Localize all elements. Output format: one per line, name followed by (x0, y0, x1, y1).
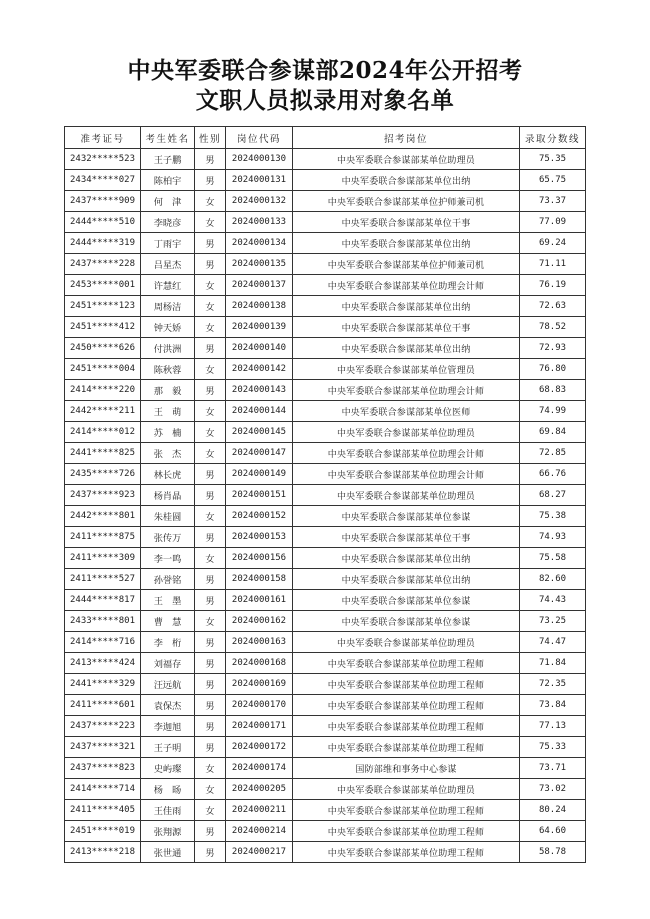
exam-number-cell: 2411*****309 (65, 548, 141, 569)
position-cell: 中央军委联合参谋部某单位助理员 (293, 632, 520, 653)
candidate-name-cell: 曹 慧 (141, 611, 195, 632)
gender-cell: 男 (195, 170, 226, 191)
gender-cell: 女 (195, 506, 226, 527)
position-code-cell: 2024000143 (226, 380, 293, 401)
candidate-name-cell: 何 津 (141, 191, 195, 212)
position-code-cell: 2024000169 (226, 674, 293, 695)
score-cell: 73.84 (520, 695, 586, 716)
position-cell: 国防部维和事务中心参谋 (293, 758, 520, 779)
position-code-cell: 2024000168 (226, 653, 293, 674)
exam-number-cell: 2437*****223 (65, 716, 141, 737)
candidate-name-cell: 王佳雨 (141, 800, 195, 821)
score-cell: 75.35 (520, 149, 586, 170)
gender-cell: 男 (195, 464, 226, 485)
position-cell: 中央军委联合参谋部某单位助理工程师 (293, 737, 520, 758)
score-cell: 76.19 (520, 275, 586, 296)
header-score-line: 录取分数线 (520, 127, 586, 149)
candidate-name-cell: 那 毅 (141, 380, 195, 401)
score-cell: 69.84 (520, 422, 586, 443)
gender-cell: 女 (195, 422, 226, 443)
gender-cell: 女 (195, 212, 226, 233)
candidate-name-cell: 付洪洲 (141, 338, 195, 359)
table-row (65, 317, 586, 338)
gender-cell: 男 (195, 254, 226, 275)
table-row (65, 758, 586, 779)
exam-number-cell: 2442*****801 (65, 506, 141, 527)
position-cell: 中央军委联合参谋部某单位出纳 (293, 548, 520, 569)
exam-number-cell: 2414*****220 (65, 380, 141, 401)
candidate-name-cell: 陈秋蓉 (141, 359, 195, 380)
score-cell: 82.60 (520, 569, 586, 590)
position-code-cell: 2024000172 (226, 737, 293, 758)
table-row (65, 548, 586, 569)
candidate-name-cell: 钟天娇 (141, 317, 195, 338)
exam-number-cell: 2414*****716 (65, 632, 141, 653)
candidate-name-cell: 吕星杰 (141, 254, 195, 275)
exam-number-cell: 2444*****319 (65, 233, 141, 254)
table-row (65, 422, 586, 443)
position-code-cell: 2024000170 (226, 695, 293, 716)
gender-cell: 女 (195, 611, 226, 632)
table-row (65, 695, 586, 716)
header-exam-number: 准考证号 (65, 127, 141, 149)
table-row (65, 737, 586, 758)
position-code-cell: 2024000217 (226, 842, 293, 863)
position-cell: 中央军委联合参谋部某单位出纳 (293, 338, 520, 359)
position-cell: 中央军委联合参谋部某单位助理工程师 (293, 800, 520, 821)
position-code-cell: 2024000147 (226, 443, 293, 464)
gender-cell: 男 (195, 632, 226, 653)
position-cell: 中央军委联合参谋部某单位助理员 (293, 149, 520, 170)
score-cell: 78.52 (520, 317, 586, 338)
table-body (65, 149, 586, 863)
candidate-name-cell: 杨 旸 (141, 779, 195, 800)
candidate-name-cell: 王 墨 (141, 590, 195, 611)
gender-cell: 男 (195, 338, 226, 359)
table-row (65, 569, 586, 590)
position-code-cell: 2024000132 (226, 191, 293, 212)
gender-cell: 男 (195, 695, 226, 716)
gender-cell: 女 (195, 443, 226, 464)
position-cell: 中央军委联合参谋部某单位出纳 (293, 569, 520, 590)
position-cell: 中央军委联合参谋部某单位干事 (293, 212, 520, 233)
candidate-name-cell: 张世通 (141, 842, 195, 863)
candidate-name-cell: 李一鸣 (141, 548, 195, 569)
position-cell: 中央军委联合参谋部某单位医师 (293, 401, 520, 422)
score-cell: 72.35 (520, 674, 586, 695)
position-code-cell: 2024000163 (226, 632, 293, 653)
position-cell: 中央军委联合参谋部某单位助理员 (293, 779, 520, 800)
table-row (65, 632, 586, 653)
exam-number-cell: 2437*****823 (65, 758, 141, 779)
position-code-cell: 2024000131 (226, 170, 293, 191)
position-code-cell: 2024000152 (226, 506, 293, 527)
exam-number-cell: 2451*****412 (65, 317, 141, 338)
candidate-name-cell: 李晓彦 (141, 212, 195, 233)
position-cell: 中央军委联合参谋部某单位干事 (293, 317, 520, 338)
gender-cell: 男 (195, 674, 226, 695)
gender-cell: 男 (195, 821, 226, 842)
gender-cell: 女 (195, 191, 226, 212)
exam-number-cell: 2435*****726 (65, 464, 141, 485)
gender-cell: 男 (195, 149, 226, 170)
position-code-cell: 2024000174 (226, 758, 293, 779)
table-row (65, 233, 586, 254)
position-code-cell: 2024000211 (226, 800, 293, 821)
exam-number-cell: 2413*****424 (65, 653, 141, 674)
exam-number-cell: 2437*****923 (65, 485, 141, 506)
table-row (65, 212, 586, 233)
exam-number-cell: 2433*****801 (65, 611, 141, 632)
gender-cell: 女 (195, 317, 226, 338)
position-cell: 中央军委联合参谋部某单位助理工程师 (293, 674, 520, 695)
score-cell: 75.58 (520, 548, 586, 569)
table-header-row (65, 127, 586, 149)
position-code-cell: 2024000156 (226, 548, 293, 569)
score-cell: 80.24 (520, 800, 586, 821)
exam-number-cell: 2451*****004 (65, 359, 141, 380)
candidate-name-cell: 张 杰 (141, 443, 195, 464)
score-cell: 66.76 (520, 464, 586, 485)
position-code-cell: 2024000145 (226, 422, 293, 443)
table-row (65, 170, 586, 191)
gender-cell: 男 (195, 737, 226, 758)
gender-cell: 男 (195, 716, 226, 737)
header-position: 招考岗位 (293, 127, 520, 149)
gender-cell: 男 (195, 233, 226, 254)
exam-number-cell: 2437*****228 (65, 254, 141, 275)
position-code-cell: 2024000142 (226, 359, 293, 380)
table-row (65, 779, 586, 800)
gender-cell: 女 (195, 275, 226, 296)
exam-number-cell: 2441*****825 (65, 443, 141, 464)
position-code-cell: 2024000214 (226, 821, 293, 842)
position-cell: 中央军委联合参谋部某单位助理工程师 (293, 821, 520, 842)
header-candidate-name: 考生姓名 (141, 127, 195, 149)
position-cell: 中央军委联合参谋部某单位护师兼司机 (293, 254, 520, 275)
table-row (65, 527, 586, 548)
score-cell: 74.47 (520, 632, 586, 653)
candidate-name-cell: 丁雨宇 (141, 233, 195, 254)
gender-cell: 女 (195, 800, 226, 821)
admission-list-table (64, 126, 586, 863)
exam-number-cell: 2444*****510 (65, 212, 141, 233)
table-row (65, 191, 586, 212)
score-cell: 75.38 (520, 506, 586, 527)
exam-number-cell: 2411*****405 (65, 800, 141, 821)
position-cell: 中央军委联合参谋部某单位参谋 (293, 506, 520, 527)
candidate-name-cell: 林长虎 (141, 464, 195, 485)
position-code-cell: 2024000153 (226, 527, 293, 548)
table-row (65, 338, 586, 359)
exam-number-cell: 2437*****321 (65, 737, 141, 758)
position-cell: 中央军委联合参谋部某单位助理工程师 (293, 653, 520, 674)
exam-number-cell: 2432*****523 (65, 149, 141, 170)
gender-cell: 男 (195, 380, 226, 401)
gender-cell: 女 (195, 548, 226, 569)
position-cell: 中央军委联合参谋部某单位助理会计师 (293, 443, 520, 464)
table-row (65, 296, 586, 317)
position-code-cell: 2024000135 (226, 254, 293, 275)
score-cell: 72.85 (520, 443, 586, 464)
position-cell: 中央军委联合参谋部某单位管理员 (293, 359, 520, 380)
gender-cell: 女 (195, 779, 226, 800)
table-row (65, 401, 586, 422)
position-cell: 中央军委联合参谋部某单位助理工程师 (293, 716, 520, 737)
exam-number-cell: 2444*****817 (65, 590, 141, 611)
position-code-cell: 2024000140 (226, 338, 293, 359)
position-code-cell: 2024000137 (226, 275, 293, 296)
table-row (65, 359, 586, 380)
score-cell: 73.02 (520, 779, 586, 800)
position-code-cell: 2024000139 (226, 317, 293, 338)
table-row (65, 821, 586, 842)
score-cell: 73.37 (520, 191, 586, 212)
position-cell: 中央军委联合参谋部某单位助理员 (293, 485, 520, 506)
exam-number-cell: 2451*****019 (65, 821, 141, 842)
position-code-cell: 2024000171 (226, 716, 293, 737)
table-row (65, 590, 586, 611)
gender-cell: 女 (195, 296, 226, 317)
header-position-code: 岗位代码 (226, 127, 293, 149)
score-cell: 76.80 (520, 359, 586, 380)
score-cell: 71.84 (520, 653, 586, 674)
position-cell: 中央军委联合参谋部某单位护师兼司机 (293, 191, 520, 212)
candidate-name-cell: 王 萌 (141, 401, 195, 422)
table-row (65, 443, 586, 464)
position-cell: 中央军委联合参谋部某单位助理员 (293, 422, 520, 443)
gender-cell: 男 (195, 527, 226, 548)
score-cell: 77.09 (520, 212, 586, 233)
position-code-cell: 2024000130 (226, 149, 293, 170)
table-row (65, 800, 586, 821)
position-cell: 中央军委联合参谋部某单位出纳 (293, 170, 520, 191)
gender-cell: 男 (195, 485, 226, 506)
table-row (65, 674, 586, 695)
position-code-cell: 2024000149 (226, 464, 293, 485)
position-code-cell: 2024000144 (226, 401, 293, 422)
exam-number-cell: 2411*****527 (65, 569, 141, 590)
score-cell: 72.93 (520, 338, 586, 359)
score-cell: 64.60 (520, 821, 586, 842)
table-row (65, 485, 586, 506)
candidate-name-cell: 汪远航 (141, 674, 195, 695)
table-row (65, 149, 586, 170)
position-code-cell: 2024000151 (226, 485, 293, 506)
position-code-cell: 2024000133 (226, 212, 293, 233)
score-cell: 77.13 (520, 716, 586, 737)
table-row (65, 464, 586, 485)
score-cell: 69.24 (520, 233, 586, 254)
table-row (65, 380, 586, 401)
page-title-line-1: 中央军委联合参谋部2024年公开招考 (127, 57, 523, 84)
exam-number-cell: 2414*****012 (65, 422, 141, 443)
table-row (65, 275, 586, 296)
gender-cell: 男 (195, 569, 226, 590)
position-cell: 中央军委联合参谋部某单位助理会计师 (293, 275, 520, 296)
exam-number-cell: 2451*****123 (65, 296, 141, 317)
exam-number-cell: 2413*****218 (65, 842, 141, 863)
exam-number-cell: 2441*****329 (65, 674, 141, 695)
exam-number-cell: 2450*****626 (65, 338, 141, 359)
score-cell: 73.71 (520, 758, 586, 779)
candidate-name-cell: 张传万 (141, 527, 195, 548)
candidate-name-cell: 史屿璨 (141, 758, 195, 779)
position-code-cell: 2024000161 (226, 590, 293, 611)
candidate-name-cell: 袁保杰 (141, 695, 195, 716)
position-cell: 中央军委联合参谋部某单位助理会计师 (293, 380, 520, 401)
score-cell: 75.33 (520, 737, 586, 758)
table-row (65, 254, 586, 275)
position-code-cell: 2024000205 (226, 779, 293, 800)
candidate-name-cell: 杨肖晶 (141, 485, 195, 506)
table-row (65, 842, 586, 863)
position-code-cell: 2024000158 (226, 569, 293, 590)
score-cell: 65.75 (520, 170, 586, 191)
exam-number-cell: 2442*****211 (65, 401, 141, 422)
position-cell: 中央军委联合参谋部某单位助理工程师 (293, 842, 520, 863)
candidate-name-cell: 李迦旭 (141, 716, 195, 737)
gender-cell: 男 (195, 590, 226, 611)
position-cell: 中央军委联合参谋部某单位出纳 (293, 296, 520, 317)
candidate-name-cell: 孙誉铭 (141, 569, 195, 590)
candidate-name-cell: 王子明 (141, 737, 195, 758)
gender-cell: 女 (195, 758, 226, 779)
exam-number-cell: 2437*****909 (65, 191, 141, 212)
candidate-name-cell: 张翔源 (141, 821, 195, 842)
position-code-cell: 2024000162 (226, 611, 293, 632)
exam-number-cell: 2414*****714 (65, 779, 141, 800)
position-code-cell: 2024000138 (226, 296, 293, 317)
exam-number-cell: 2411*****601 (65, 695, 141, 716)
position-cell: 中央军委联合参谋部某单位参谋 (293, 611, 520, 632)
score-cell: 74.99 (520, 401, 586, 422)
score-cell: 68.27 (520, 485, 586, 506)
candidate-name-cell: 刘福存 (141, 653, 195, 674)
gender-cell: 女 (195, 359, 226, 380)
exam-number-cell: 2434*****027 (65, 170, 141, 191)
candidate-name-cell: 苏 楠 (141, 422, 195, 443)
candidate-name-cell: 周杨洁 (141, 296, 195, 317)
header-gender: 性别 (195, 127, 226, 149)
position-cell: 中央军委联合参谋部某单位参谋 (293, 590, 520, 611)
score-cell: 74.93 (520, 527, 586, 548)
candidate-name-cell: 王子鹏 (141, 149, 195, 170)
gender-cell: 男 (195, 653, 226, 674)
score-cell: 58.78 (520, 842, 586, 863)
candidate-name-cell: 许慧红 (141, 275, 195, 296)
gender-cell: 女 (195, 401, 226, 422)
position-cell: 中央军委联合参谋部某单位干事 (293, 527, 520, 548)
position-cell: 中央军委联合参谋部某单位出纳 (293, 233, 520, 254)
page-title-line-2: 文职人员拟录用对象名单 (195, 87, 455, 114)
score-cell: 68.83 (520, 380, 586, 401)
exam-number-cell: 2411*****875 (65, 527, 141, 548)
candidate-name-cell: 陈柏宇 (141, 170, 195, 191)
position-cell: 中央军委联合参谋部某单位助理会计师 (293, 464, 520, 485)
gender-cell: 男 (195, 842, 226, 863)
exam-number-cell: 2453*****001 (65, 275, 141, 296)
table-row (65, 716, 586, 737)
score-cell: 74.43 (520, 590, 586, 611)
score-cell: 73.25 (520, 611, 586, 632)
position-cell: 中央军委联合参谋部某单位助理工程师 (293, 695, 520, 716)
score-cell: 72.63 (520, 296, 586, 317)
score-cell: 71.11 (520, 254, 586, 275)
table-row (65, 653, 586, 674)
position-code-cell: 2024000134 (226, 233, 293, 254)
candidate-name-cell: 李 桁 (141, 632, 195, 653)
candidate-name-cell: 朱桂圆 (141, 506, 195, 527)
table-row (65, 611, 586, 632)
table-row (65, 506, 586, 527)
